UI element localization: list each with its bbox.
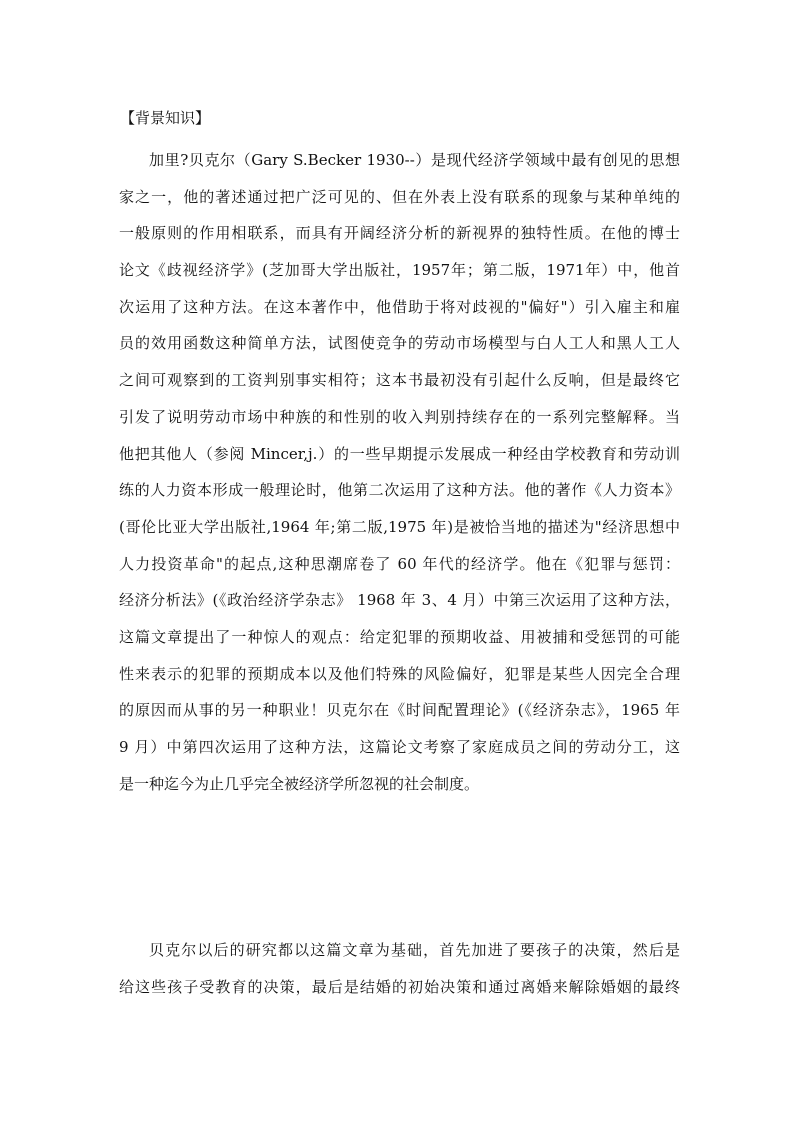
text-line: 给这些孩子受教育的决策，最后是结婚的初始决策和通过离婚来解除婚姻的最终	[119, 977, 680, 996]
text-line: 他把其他人（参阅 Mincer,j.）的一些早期提示发展成一种经由学校教育和劳动训	[119, 444, 680, 463]
text-line: 9 月）中第四次运用了这种方法，这篇论文考察了家庭成员之间的劳动分工，这	[119, 738, 680, 756]
text-line: 加里?贝克尔（Gary S.Becker 1930--）是现代经济学领域中最有创见的思想	[149, 151, 680, 169]
text-line: 次运用了这种方法。在这本著作中，他借助于将对歧视的"偏好"）引入雇主和雇	[119, 297, 680, 316]
text-line: (哥伦比亚大学出版社,1964 年;第二版,1975 年)是被恰当地的描述为"经济思想中	[119, 517, 680, 536]
text-line: 引发了说明劳动市场中种族的和性别的收入判别持续存在的一系列完整解释。当	[119, 407, 680, 426]
text-line: 家之一，他的著述通过把广泛可见的、但在外表上没有联系的现象与某种单纯的	[119, 187, 680, 206]
text-line: 经济分析法》(《政治经济学杂志》 1968 年 3、4 月）中第三次运用了这种方法，	[119, 591, 680, 610]
text-line: 的原因而从事的另一种职业！贝克尔在《时间配置理论》(《经济杂志》，1965 年	[119, 701, 680, 720]
text-line: 一般原则的作用相联系，而具有开阔经济分析的新视界的独特性质。在他的博士	[119, 224, 680, 243]
section-heading: 【背景知识】	[120, 109, 211, 127]
text-line: 贝克尔以后的研究都以这篇文章为基础，首先加进了要孩子的决策，然后是	[149, 941, 680, 959]
text-line: 性来表示的犯罪的预期成本以及他们特殊的风险偏好，犯罪是某些人因完全合理	[119, 664, 680, 683]
text-line: 是一种迄今为止几乎完全被经济学所忽视的社会制度。	[119, 774, 480, 793]
text-line: 练的人力资本形成一般理论时，他第二次运用了这种方法。他的著作《人力资本》	[119, 481, 680, 500]
paragraph-2	[119, 932, 680, 1005]
text-line: 之间可观察到的工资判别事实相符；这本书最初没有引起什么反响，但是最终它	[119, 371, 680, 390]
text-line: 员的效用函数这种简单方法，试图使竞争的劳动市场模型与白人工人和黑人工人	[119, 334, 680, 353]
text-line: 人力投资革命"的起点,这种思潮席卷了 60 年代的经济学。他在《犯罪与惩罚：	[119, 554, 680, 573]
text-line: 这篇文章提出了一种惊人的观点：给定犯罪的预期收益、用被捕和受惩罚的可能	[119, 627, 680, 646]
text-line: 论文《歧视经济学》(芝加哥大学出版社，1957年；第二版，1971年）中，他首	[119, 261, 680, 280]
paragraph-1	[119, 142, 680, 802]
